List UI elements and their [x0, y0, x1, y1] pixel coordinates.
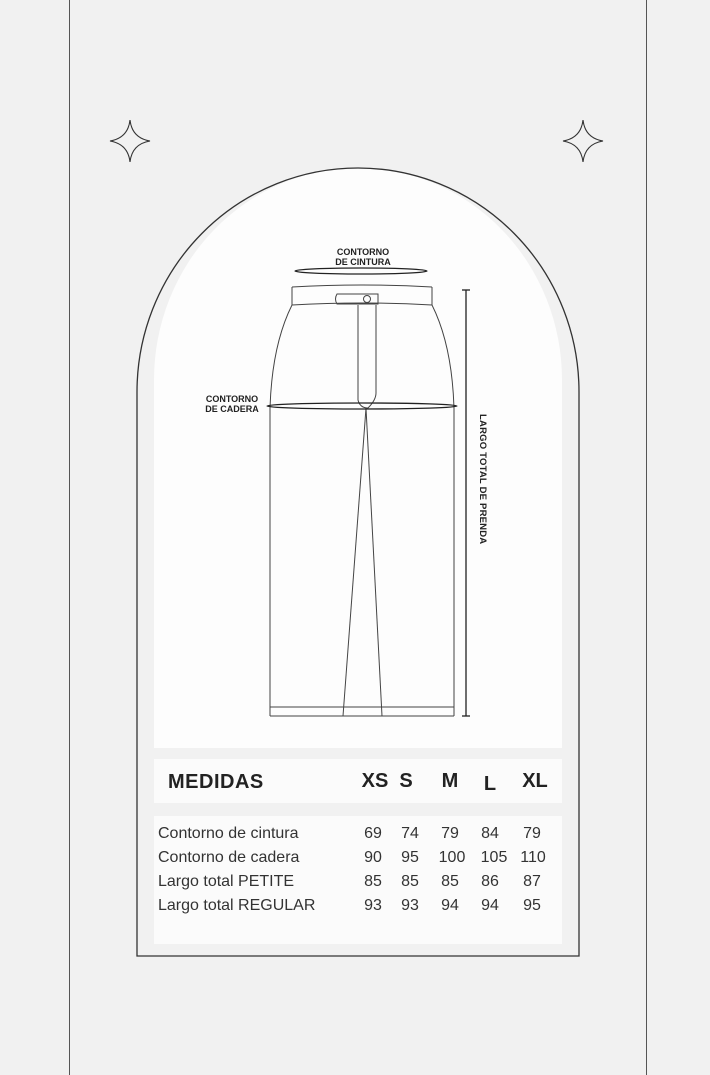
- waist-label-line1: CONTORNO: [336, 247, 390, 257]
- table-row: [154, 820, 562, 844]
- cell-value: 69: [364, 825, 382, 842]
- size-header-s: S: [399, 770, 413, 792]
- cell-value: 85: [401, 873, 419, 890]
- hip-label-line2: DE CADERA: [205, 404, 259, 414]
- table-header: [154, 759, 562, 803]
- cell-value: 74: [401, 825, 419, 842]
- cell-value: 86: [481, 873, 499, 890]
- row-label: Contorno de cadera: [158, 849, 300, 866]
- table-row: [154, 892, 562, 916]
- cell-value: 95: [401, 849, 419, 866]
- cell-value: 94: [481, 897, 499, 914]
- cell-value: 90: [364, 849, 382, 866]
- hip-label-line1: CONTORNO: [205, 394, 259, 404]
- cell-value: 85: [441, 873, 459, 890]
- cell-value: 93: [364, 897, 382, 914]
- size-header-l: L: [483, 773, 497, 795]
- cell-value: 85: [364, 873, 382, 890]
- row-label: Contorno de cintura: [158, 825, 299, 842]
- sparkle-icon-right: [563, 120, 603, 162]
- table-row: [154, 844, 562, 868]
- sparkle-icon-left: [110, 120, 150, 162]
- table-title: MEDIDAS: [168, 771, 264, 793]
- row-label: Largo total REGULAR: [158, 897, 316, 914]
- waist-label: [318, 247, 408, 267]
- cell-value: 93: [401, 897, 419, 914]
- cell-value: 79: [441, 825, 459, 842]
- cell-value: 84: [481, 825, 499, 842]
- hip-label: [192, 394, 272, 414]
- measurements-table: [154, 816, 562, 944]
- cell-value: 79: [523, 825, 541, 842]
- cell-value: 95: [523, 897, 541, 914]
- size-header-m: M: [441, 770, 459, 792]
- size-header-xs: XS: [361, 770, 389, 792]
- size-header-xl: XL: [522, 770, 548, 792]
- table-row: [154, 868, 562, 892]
- length-label: LARGO TOTAL DE PRENDA: [477, 414, 488, 545]
- cell-value: 94: [441, 897, 459, 914]
- row-label: Largo total PETITE: [158, 873, 295, 890]
- cell-value: 100: [438, 849, 466, 866]
- cell-value: 87: [523, 873, 541, 890]
- waist-label-line2: DE CINTURA: [335, 257, 391, 267]
- cell-value: 105: [480, 849, 508, 866]
- cell-value: 110: [520, 849, 546, 866]
